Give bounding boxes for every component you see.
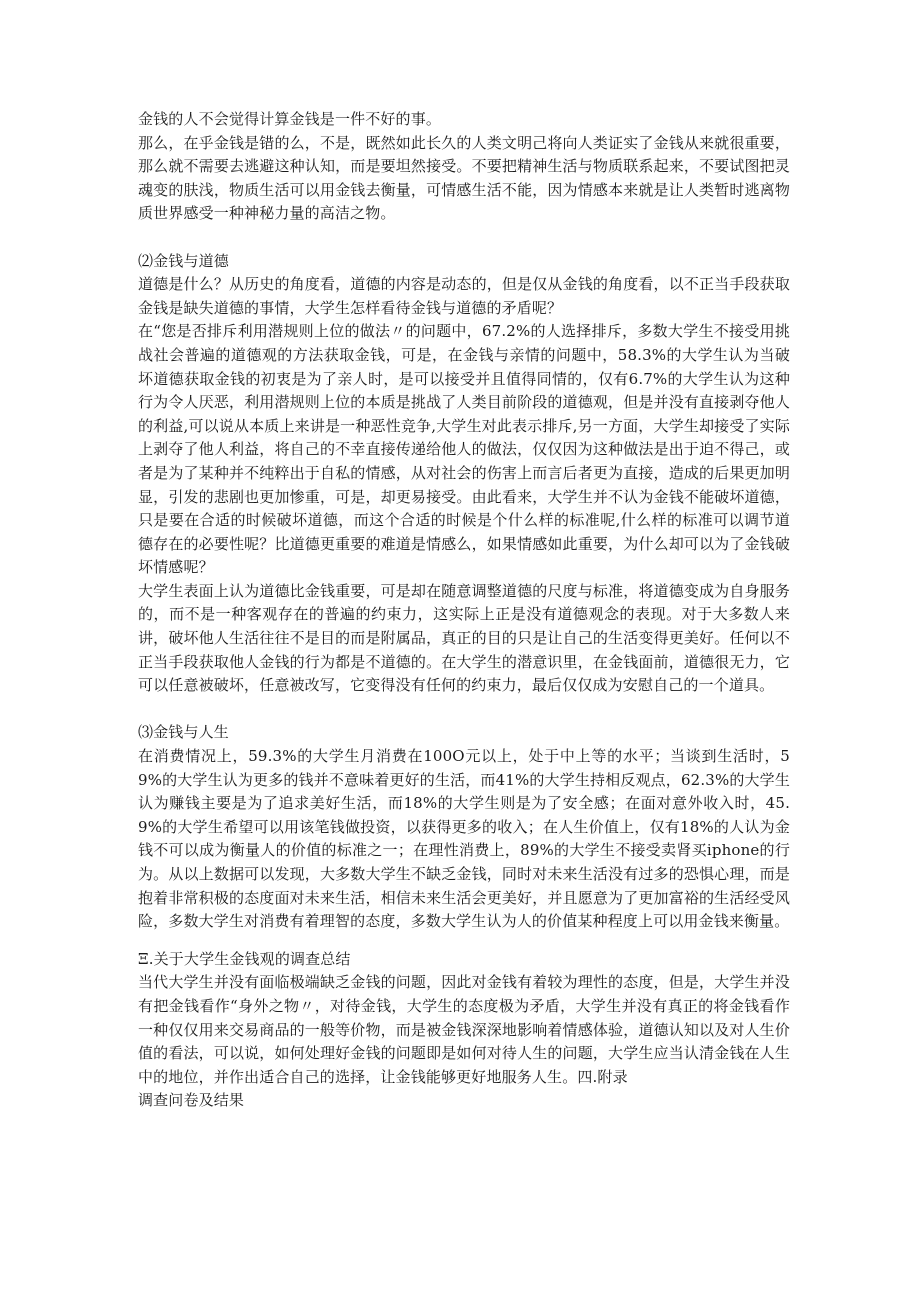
paragraph-morality-analysis: 大学生表面上认为道德比金钱重要，可是却在随意调整道德的尺度与标准，将道德变成为自身服务的，而不是一种客观存在的普遍的约束力，这实际上正是没有道德观念的表现。对于大多数人来讲，破坏他人生活往往不是目的而是附属品，真正的目的只是让自己的生活变得更美好。任何以不正当手段获取他人金钱的行为都是不道德的。在大学生的潜意识里，在金钱面前，道德很无力，它可以任意被破坏，任意被改写，它变得没有任何的约束力，最后仅仅成为安慰自己的一个道具。	[138, 581, 790, 695]
spacer	[138, 698, 790, 722]
section-heading-money-life: ⑶金钱与人生	[138, 723, 229, 742]
paragraph-survey-life: 在消费情况上，59.3%的大学生月消费在100O元以上，处于中上等的水平；当谈到生活时，59%的大学生认为更多的钱并不意味着更好的生活，而41%的大学生持相反观点，62.3%的大学生认为赚钱主要是为了追求美好生活，而18%的大学生则是为了安全感；在面对意外收入时，45.9%的大学生希望可以用该笔钱做投资，以获得更多的收入；在人生价值上，仅有18%的人认为金钱不可以成为衡量人的价值的标准之一；在理性消费上，89%的大学生不接受卖肾买iphone的行为。从以上数据可以发现，大多数大学生不缺乏金钱，同时对未来生活没有过多的恐惧心理，而是抱着非常积极的态度面对未来生活，相信未来生活会更美好，并且愿意为了更加富裕的生活经受风险，多数大学生对消费有着理智的态度，多数大学生认为人的价值某种程度上可以用金钱来衡量。	[138, 747, 790, 931]
paragraph-intro-end: 金钱的人不会觉得计算金钱是一件不好的事。	[138, 110, 442, 128]
document-body	[138, 108, 790, 1113]
spacer	[138, 934, 790, 948]
appendix-title: 调查问卷及结果	[138, 1091, 245, 1110]
spacer	[138, 226, 790, 250]
paragraph-morality-question: 道德是什么？从历史的角度看，道德的内容是动态的，但是仅从金钱的角度看，以不正当手段获取金钱是缺失道德的事情，大学生怎样看待金钱与道德的矛盾呢？	[138, 275, 790, 317]
paragraph-summary: 当代大学生并没有面临极端缺乏金钱的问题，因此对金钱有着较为理性的态度，但是，大学生并没有把金钱看作“身外之物〃，对待金钱，大学生的态度极为矛盾，大学生并没有真正的将金钱看作一种仅仅用来交易商品的一般等价物，而是被金钱深深地影响着情感体验，道德认知以及对人生价值的看法，可以说，如何处理好金钱的问题即是如何对待人生的问题，大学生应当认清金钱在人生中的地位，并作出适合自己的选择，让金钱能够更好地服务人生。四.附录	[138, 973, 790, 1086]
paragraph-survey-morality: 在“您是否排斥利用潜规则上位的做法〃的问题中，67.2%的人选择排斥，多数大学生不接受用挑战社会普遍的道德观的方法获取金钱，可是，在金钱与亲情的问题中，58.3%的大学生认为当破坏道德获取金钱的初衷是为了亲人时，是可以接受并且值得同情的，仅有6.7%的大学生认为这种行为令人厌恶，利用潜规则上位的本质是挑战了人类目前阶段的道德观，但是并没有直接剥夺他人的利益,可以说从本质上来讲是一种恶性竞争,大学生对此表示排斥,另一方面，大学生却接受了实际上剥夺了他人利益，将自己的不幸直接传递给他人的做法，仅仅因为这种做法是出于迫不得己，或者是为了某种并不纯粹出于自私的情感，从对社会的伤害上而言后者更为直接，造成的后果更加明显，引发的悲剧也更加惨重，可是，却更易接受。由此看来，大学生并不认为金钱不能破坏道德，只是要在合适的时候破坏道德，而这个合适的时候是个什么样的标准呢,什么样的标准可以调节道德存在的必要性呢？比道德更重要的难道是情感么，如果情感如此重要，为什么却可以为了金钱破坏情感呢？	[138, 322, 790, 577]
section-heading-summary: Ξ.关于大学生金钱观的调查总结	[138, 949, 351, 968]
section-heading-money-morality: ⑵金钱与道德	[138, 251, 229, 270]
paragraph-money-acceptance: 那么，在乎金钱是错的么，不是，既然如此长久的人类文明己将向人类证实了金钱从来就很重要，那么就不需要去逃避这种认知，而是要坦然接受。不要把精神生活与物质联系起来，不要试图把灵魂变的肤浅，物质生活可以用金钱去衡量，可情感生活不能，因为情感本来就是让人类暂时逃离物质世界感受一种神秘力量的高洁之物。	[138, 133, 790, 223]
